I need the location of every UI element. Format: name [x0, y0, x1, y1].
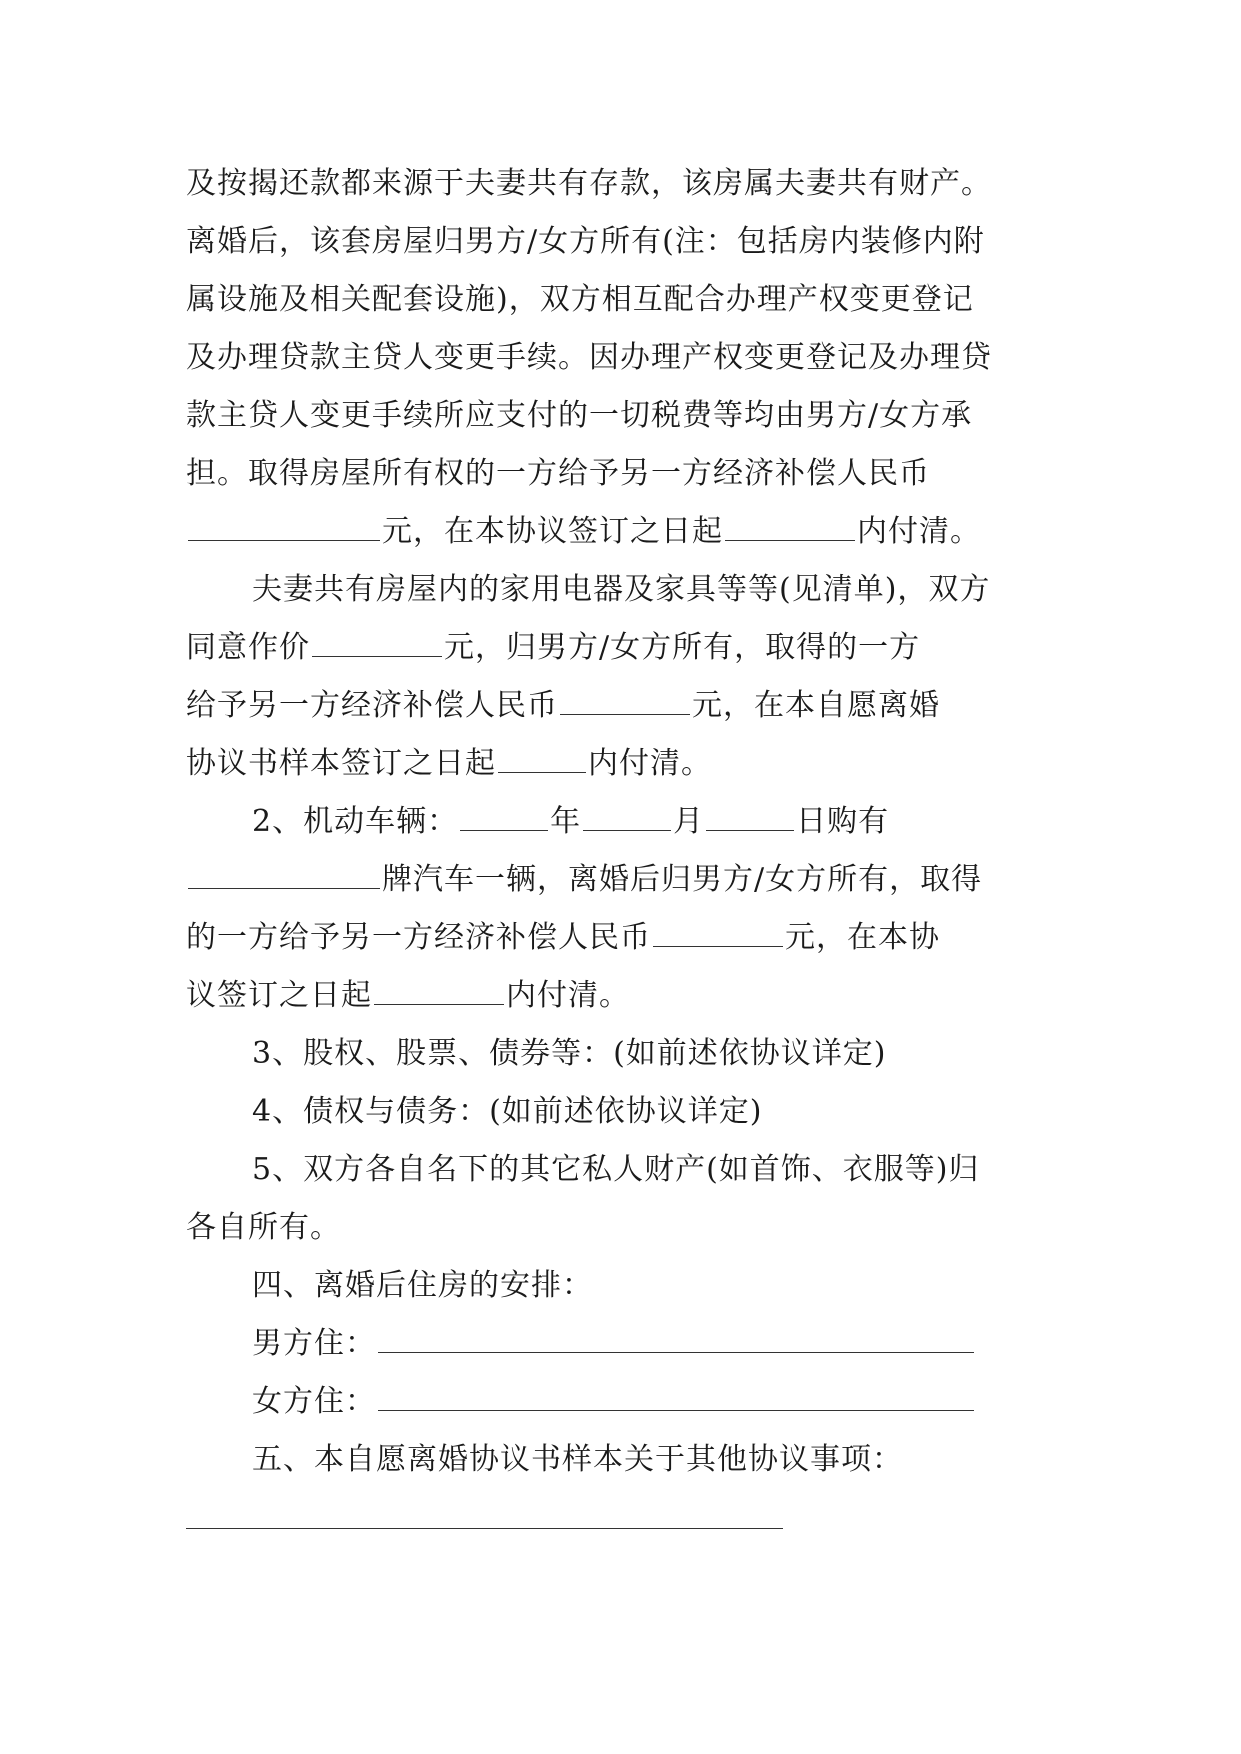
- text-line: [186, 503, 1056, 561]
- amount-blank[interactable]: [653, 916, 783, 947]
- text-line: [186, 793, 1056, 851]
- section-heading: 五、本自愿离婚协议书样本关于其他协议事项：: [252, 1442, 903, 1477]
- day-blank[interactable]: [706, 800, 794, 831]
- car-brand-blank[interactable]: [188, 858, 380, 889]
- text-fragment: 的一方给予另一方经济补偿人民币: [186, 920, 651, 955]
- text-line: 4、债权与债务：(如前述依协议详定): [252, 1094, 763, 1129]
- period-blank[interactable]: [498, 742, 586, 773]
- text-line: 夫妻共有房屋内的家用电器及家具等等(见清单)，双方: [252, 572, 991, 607]
- male-residence-blank[interactable]: [378, 1322, 974, 1353]
- section-heading: 四、离婚后住房的安排：: [252, 1268, 593, 1303]
- text-fragment: 元，在本自愿离婚: [692, 688, 940, 723]
- text-line: [186, 909, 1056, 967]
- text-fragment: 元，在本协: [785, 920, 940, 955]
- text-line: 5、双方各自名下的其它私人财产(如首饰、衣服等)归: [252, 1152, 980, 1187]
- text-line: 各自所有。: [186, 1210, 341, 1245]
- text-line: 属设施及相关配套设施)，双方相互配合办理产权变更登记: [186, 282, 974, 317]
- text-fragment: 年: [550, 804, 582, 839]
- text-fragment: 内付清。: [857, 514, 981, 549]
- text-line: 及办理贷款主贷人变更手续。因办理产权变更登记及办理贷: [186, 340, 992, 375]
- text-fragment: 协议书样本签订之日起: [186, 746, 496, 781]
- text-fragment: 内付清。: [506, 978, 630, 1013]
- female-residence-label: 女方住：: [252, 1384, 376, 1419]
- price-blank[interactable]: [312, 626, 442, 657]
- text-line: 3、股权、股票、债券等：(如前述依协议详定): [252, 1036, 887, 1071]
- amount-blank[interactable]: [188, 510, 380, 541]
- period-blank[interactable]: [374, 974, 504, 1005]
- text-fragment: 元，归男方/女方所有，取得的一方: [444, 630, 921, 665]
- text-line: [186, 967, 1056, 1025]
- other-matters-blank[interactable]: [186, 1528, 783, 1529]
- text-fragment: 给予另一方经济补偿人民币: [186, 688, 558, 723]
- text-line: [186, 851, 1056, 909]
- text-line: 担。取得房屋所有权的一方给予另一方经济补偿人民币: [186, 456, 930, 491]
- text-line: 离婚后，该套房屋归男方/女方所有(注：包括房内装修内附: [186, 224, 985, 259]
- text-fragment: 同意作价: [186, 630, 310, 665]
- text-line: 款主贷人变更手续所应支付的一切税费等均由男方/女方承: [186, 398, 973, 433]
- text-fragment: 议签订之日起: [186, 978, 372, 1013]
- text-fragment: 内付清。: [588, 746, 712, 781]
- year-blank[interactable]: [460, 800, 548, 831]
- female-residence-blank[interactable]: [378, 1380, 974, 1411]
- text-line: [186, 677, 1056, 735]
- male-residence-label: 男方住：: [252, 1326, 376, 1361]
- text-line: 及按揭还款都来源于夫妻共有存款，该房属夫妻共有财产。: [186, 166, 992, 201]
- month-blank[interactable]: [583, 800, 671, 831]
- text-fragment: 月: [673, 804, 705, 839]
- text-fragment: 牌汽车一辆，离婚后归男方/女方所有，取得: [382, 862, 983, 897]
- text-line: [186, 1373, 1056, 1431]
- agreement-text: [186, 155, 1056, 1489]
- text-line: [186, 735, 1056, 793]
- period-blank[interactable]: [725, 510, 855, 541]
- text-fragment: 日购有: [796, 804, 890, 839]
- text-fragment: 2、机动车辆：: [252, 804, 459, 839]
- text-line: [186, 619, 1056, 677]
- text-fragment: 元，在本协议签订之日起: [382, 514, 723, 549]
- amount-blank[interactable]: [560, 684, 690, 715]
- text-line: [186, 1315, 1056, 1373]
